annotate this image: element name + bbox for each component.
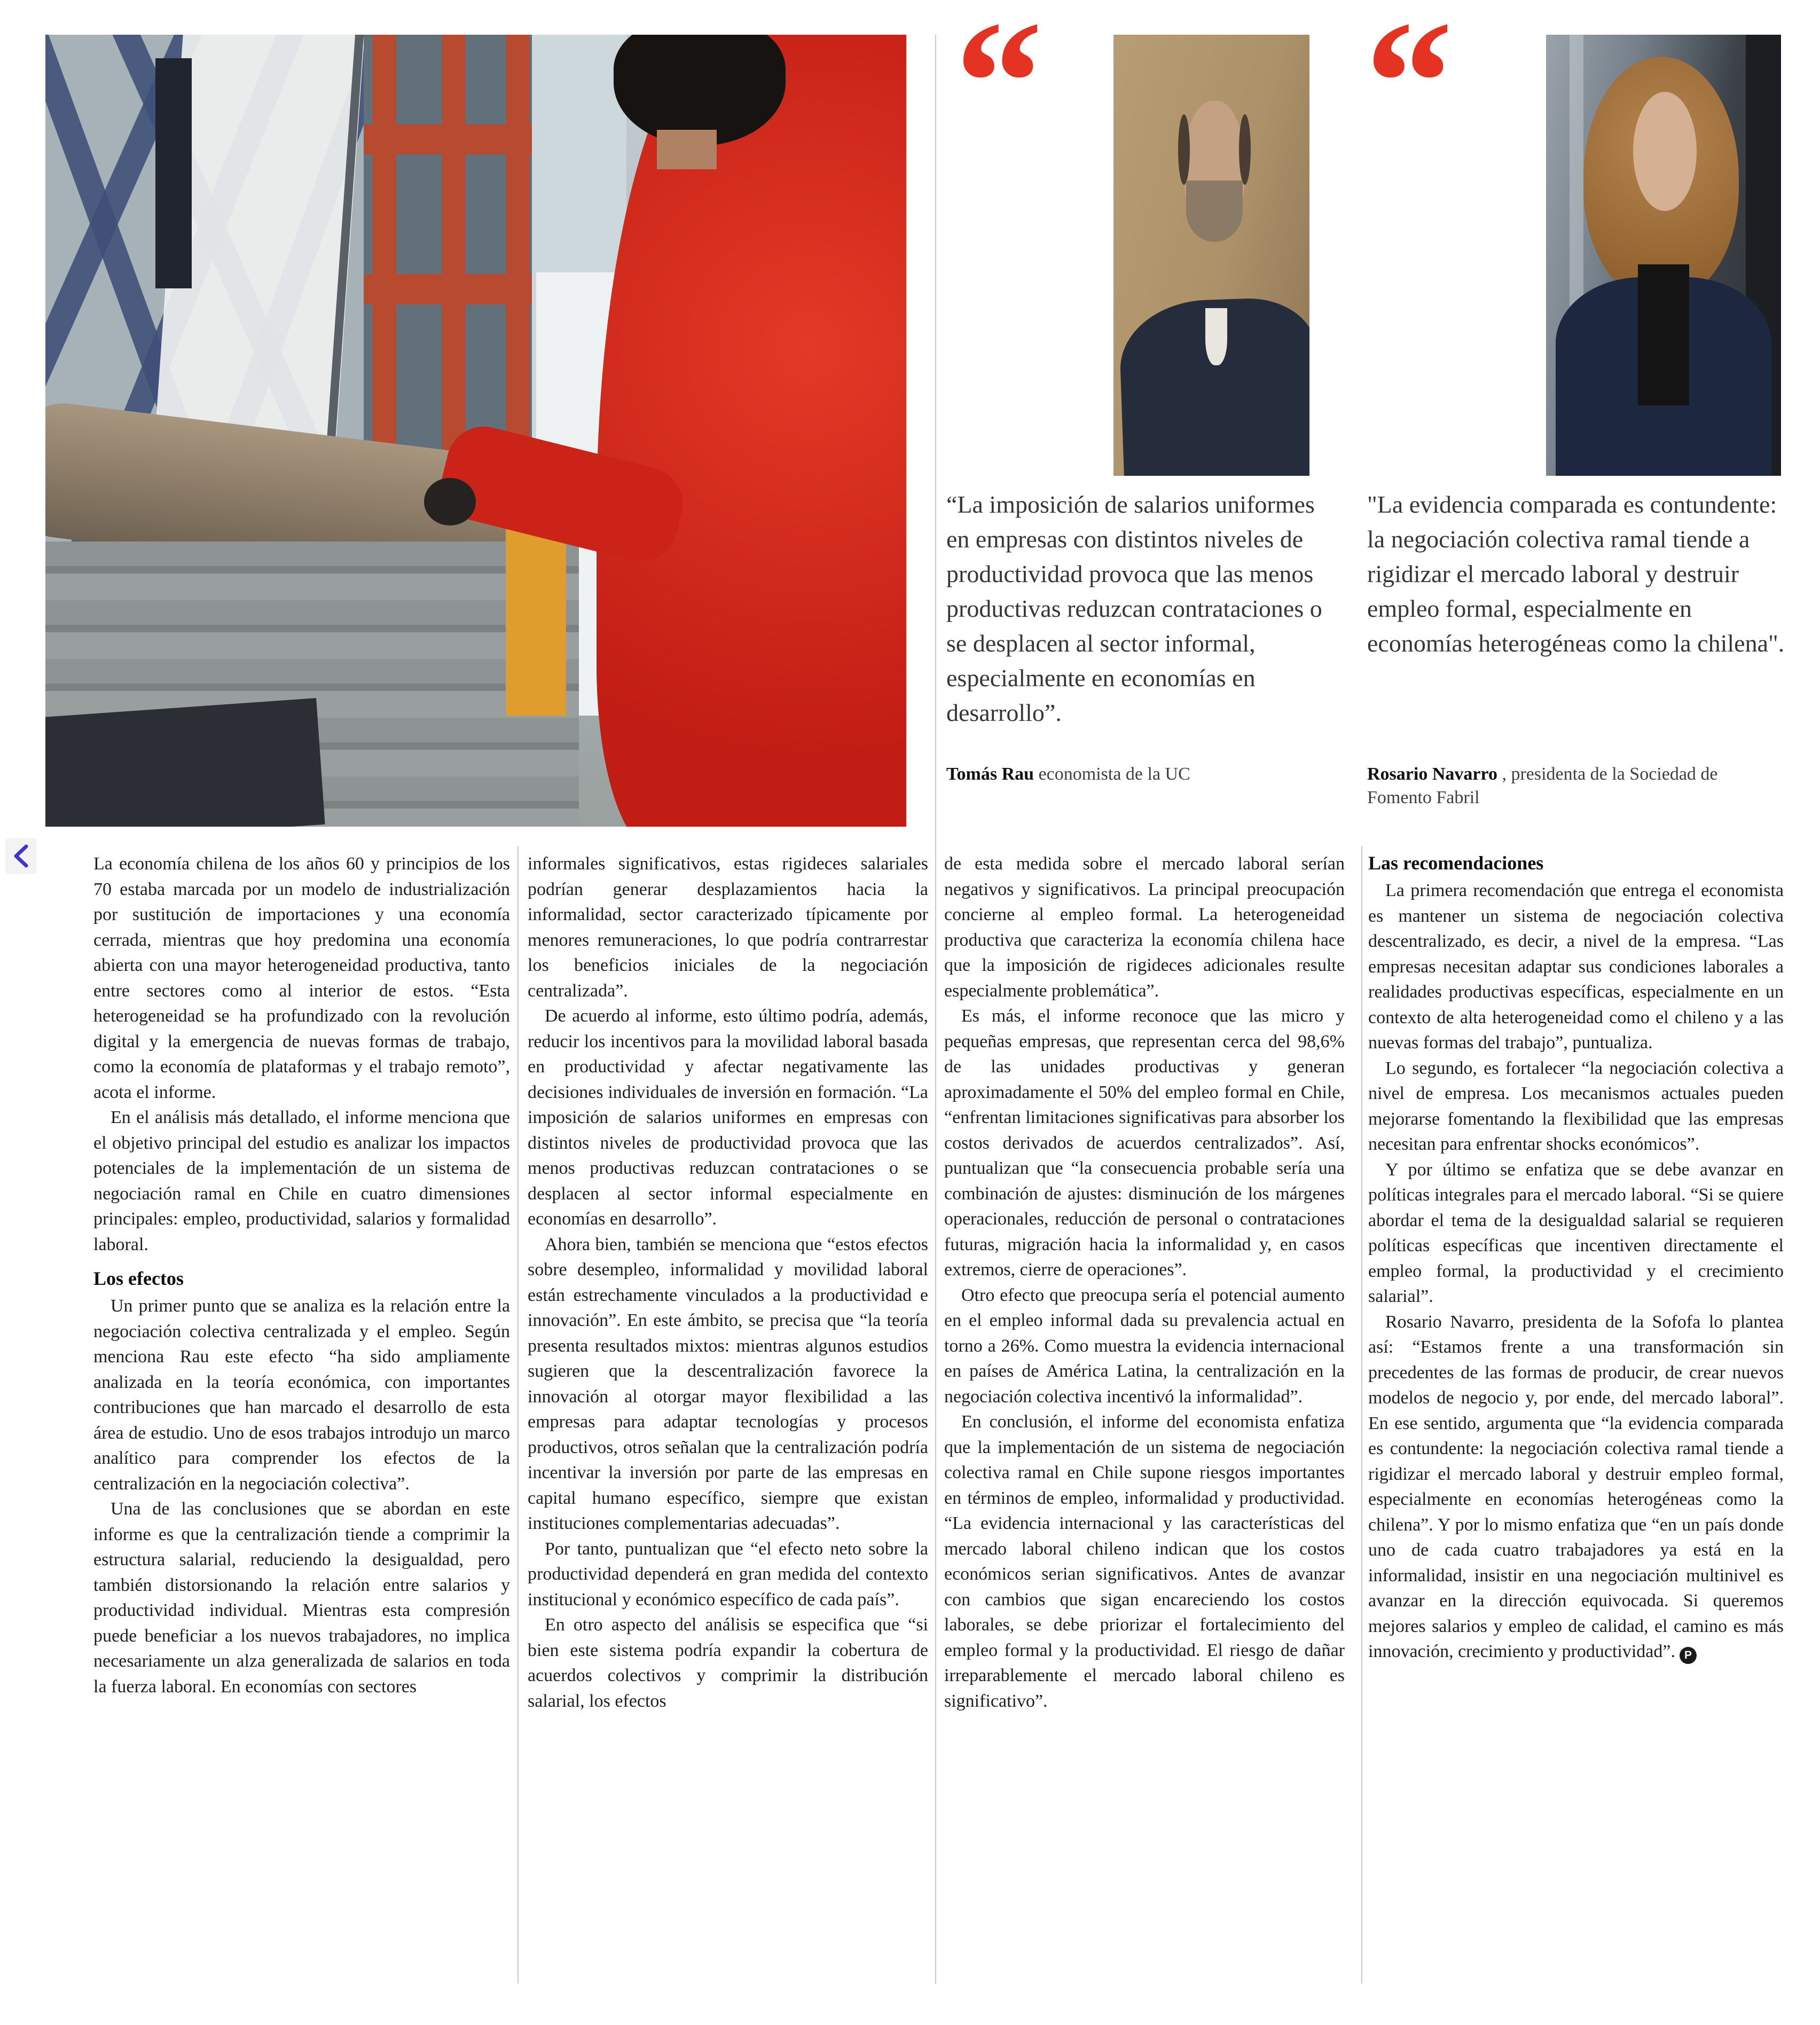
paragraph: Una de las conclusiones que se abordan en este informe es que la centralización tiende a comprimir la estructura salarial, reduciendo la desigualdad, pero también distorsionando la relación entre salarios y productividad individual. Mientras esta compresión puede beneficiar a los nuevos trabajadores, no implica necesariamente un alza generalizada de salarios en toda la fuerza laboral. En economías con sectores [93, 1499, 510, 1697]
pullquote-text-navarro: "La evidencia comparada es contundente: la negociación colectiva ramal tiende a rigidizar el mercado laboral y destruir empleo formal, especialmente en economías heterogéneas como la chilena". [1367, 491, 1785, 657]
paragraph: Es más, el informe reconoce que las micro y pequeñas empresas, que representan cerca del 98,6% de las unidades productivas y generan aproximadamente el 50% del empleo formal en Chile, “enfrentan limitaciones significativas para absorber los costos derivados de acuerdos centralizados”. Así, puntualizan que “la consecuencia probable sería una combinación de ajustes: disminución de los márgenes operacionales, reducción de personal o contrataciones futuras, migración hacia la informalidad y, en casos extremos, cierre de operaciones”. [944, 1006, 1345, 1280]
paragraph: En otro aspecto del análisis se especifica que “si bien este sistema podría expandir la cobertura de acuerdos colectivos y comprimir la distribución salarial, los efectos [528, 1615, 928, 1711]
paragraph: Y por último se enfatiza que se debe avanzar en políticas integrales para el mercado laboral. “Si se quiere abordar el tema de la desigualdad salarial se requieren políticas específicas que incentiven directamente el empleo formal, la productividad y el crecimiento salarial”. [1368, 1159, 1784, 1306]
article-column-1 [93, 851, 510, 1986]
paragraph: Un primer punto que se analiza es la relación entre la negociación colectiva centralizada y el empleo. Según menciona Rau este efecto “ha sido ampliamente analizada en la teoría económica, con importantes contribuciones que han marcado el desarrollo de esta área de estudio. Uno de esos trabajos introdujo un marco analítico para comprender los efectos de la centralización en la negociación colectiva”. [93, 1296, 510, 1494]
article-column-2 [528, 851, 928, 1986]
pullquote-attribution-navarro [1367, 763, 1785, 810]
back-button[interactable] [5, 838, 36, 874]
workshop-photo [45, 35, 906, 827]
paragraph: informales significativos, estas rigideces salariales podrían generar desplazamientos hacia la informalidad, sector caracterizado típicamente por menores remuneraciones, lo que podría contrarrestar los beneficios iniciales de la negociación centralizada”. [528, 854, 928, 1001]
portrait-rosario-navarro [1546, 35, 1781, 476]
article-column-4 [1368, 851, 1784, 1986]
portrait-tomas-rau [1113, 35, 1309, 476]
column-divider [935, 35, 936, 1984]
paragraph: de esta medida sobre el mercado laboral serían negativos y significativos. La principal preocupación concierne al empleo formal. La heterogeneidad productiva que caracteriza la economía chilena hace que la imposición de rigideces adicionales resulte especialmente problemática”. [944, 854, 1345, 1001]
photo-shape [155, 58, 192, 288]
article-end-icon: P [1680, 1647, 1697, 1664]
quote-open-icon: “ [955, 0, 1043, 180]
photo-shape [597, 35, 906, 827]
photo-shape [424, 478, 476, 525]
paragraph [1368, 1309, 1784, 1665]
quote-author: Rosario Navarro [1367, 764, 1497, 784]
quote-open-icon: “ [1365, 0, 1453, 180]
paragraph: Otro efecto que preocupa sería el potencial aumento en el empleo informal dada su prevalencia actual en torno a 26%. Como muestra la evidencia internacional en países de América Latina, la centralización en la negociación colectiva incentivó la informalidad”. [944, 1285, 1345, 1407]
pullquote-attribution-rau [946, 763, 1328, 786]
photo-shape [657, 130, 717, 169]
column-divider [517, 846, 519, 1983]
quote-role: , presidenta de la Sociedad de Fomento Fabril [1367, 764, 1718, 807]
paragraph: La primera recomendación que entrega el economista es mantener un sistema de negociación colectiva descentralizado, es decir, a nivel de la empresa. “Las empresas necesitan adaptar sus condiciones laborales a realidades productivas específicas, especialmente en un contexto de alta heterogeneidad como el chileno y a las nuevas formas del trabajo”, puntualiza. [1368, 881, 1784, 1053]
article-column-3 [944, 851, 1345, 1986]
paragraph: Lo segundo, es fortalecer “la negociación colectiva a nivel de empresa. Los mecanismos actuales pueden mejorarse fomentando la flexibilidad que las empresas necesitan para enfrentar shocks económicos”. [1368, 1058, 1784, 1154]
paragraph: Ahora bien, también se menciona que “estos efectos sobre desempleo, informalidad y movilidad laboral están estrechamente vinculados a la productividad e innovación”. En este ámbito, se precisa que “la teoría presenta resultados mixtos: mientras algunos estudios sugieren que la descentralización favorece la innovación al otorgar mayor flexibilidad a las empresas para adaptar tecnologías y procesos productivos, otros señalan que la centralización podría incentivar la inversión por parte de las empresas en capital humano específico, siempre que existan instituciones complementarias adecuadas”. [528, 1234, 928, 1533]
column-divider [1361, 846, 1362, 1983]
paragraph: Por tanto, puntualizan que “el efecto neto sobre la productividad dependerá en gran medida del contexto institucional y económico específico de cada país”. [528, 1539, 928, 1610]
paragraph-text: Rosario Navarro, presidenta de la Sofofa lo plantea así: “Estamos frente a una transformación sin precedentes de las formas de producir, de crear nuevos modelos de negocio y, por ende, del mercado laboral”. En ese sentido, argumenta que “la evidencia comparada es contundente: la negociación colectiva ramal tiende a rigidizar el mercado laboral y destruir empleo formal, especialmente en economías heterogéneas como la chilena”. Y por lo mismo enfatiza que “en un país donde uno de cada cuatro trabajadores ya está en la informalidad, insistir en una negociación multinivel es avanzar en la dirección equivocada. Si queremos mejores salarios y empleo de calidad, el camino es más innovación, crecimiento y productividad”. [1368, 1312, 1784, 1661]
chevron-left-icon [12, 844, 30, 868]
paragraph: De acuerdo al informe, esto último podría, además, reducir los incentivos para la movilidad laboral basada en productividad y afectar negativamente las decisiones individuales de inversión en formación. “La imposición de salarios uniformes en empresas con distintos niveles de productividad provoca que las menos productivas reduzcan contrataciones o se desplacen al sector informal especialmente en economías en desarrollo”. [528, 1006, 928, 1229]
quote-role: economista de la UC [1034, 764, 1190, 784]
quote-author: Tomás Rau [946, 764, 1034, 784]
subheading-los-efectos: Los efectos [93, 1268, 184, 1289]
paragraph: La economía chilena de los años 60 y principios de los 70 estaba marcada por un modelo de industrialización por sustitución de importaciones y una economía cerrada, mientras que hoy predomina una economía abierta con una mayor heterogeneidad productiva, tanto entre sectores como al interior de estos. “Esta heterogeneidad se ha profundizado con la revolución digital y la emergencia de nuevas formas de trabajo, como la economía de plataformas y el trabajo remoto”, acota el informe. [93, 854, 510, 1102]
subheading-las-recomendaciones: Las recomendaciones [1368, 852, 1544, 874]
photo-shape [45, 698, 325, 827]
paragraph: En el análisis más detallado, el informe menciona que el objetivo principal del estudio es analizar los impactos potenciales de la implementación de un sistema de negociación ramal en Chile en cuatro dimensiones principales: empleo, productividad, salarios y formalidad laboral. [93, 1108, 510, 1254]
paragraph: En conclusión, el informe del economista enfatiza que la implementación de un sistema de negociación colectiva ramal en Chile supone riesgos importantes en términos de empleo, informalidad y productividad. “La evidencia internacional y las características del mercado laboral chileno indican que los costos económicos serian significativos. Antes de avanzar con cambios que sigan encareciendo los costos laborales, se debe priorizar el fortalecimiento del empleo formal y la productividad. El riesgo de dañar irreparablemente el mercado laboral chileno es significativo”. [944, 1412, 1345, 1711]
pullquote-text-rau: “La imposición de salarios uniformes en empresas con distintos niveles de productividad provoca que las menos productivas reduzcan contrataciones o se desplacen al sector informal, especialmente en economías en desarrollo”. [946, 491, 1322, 726]
